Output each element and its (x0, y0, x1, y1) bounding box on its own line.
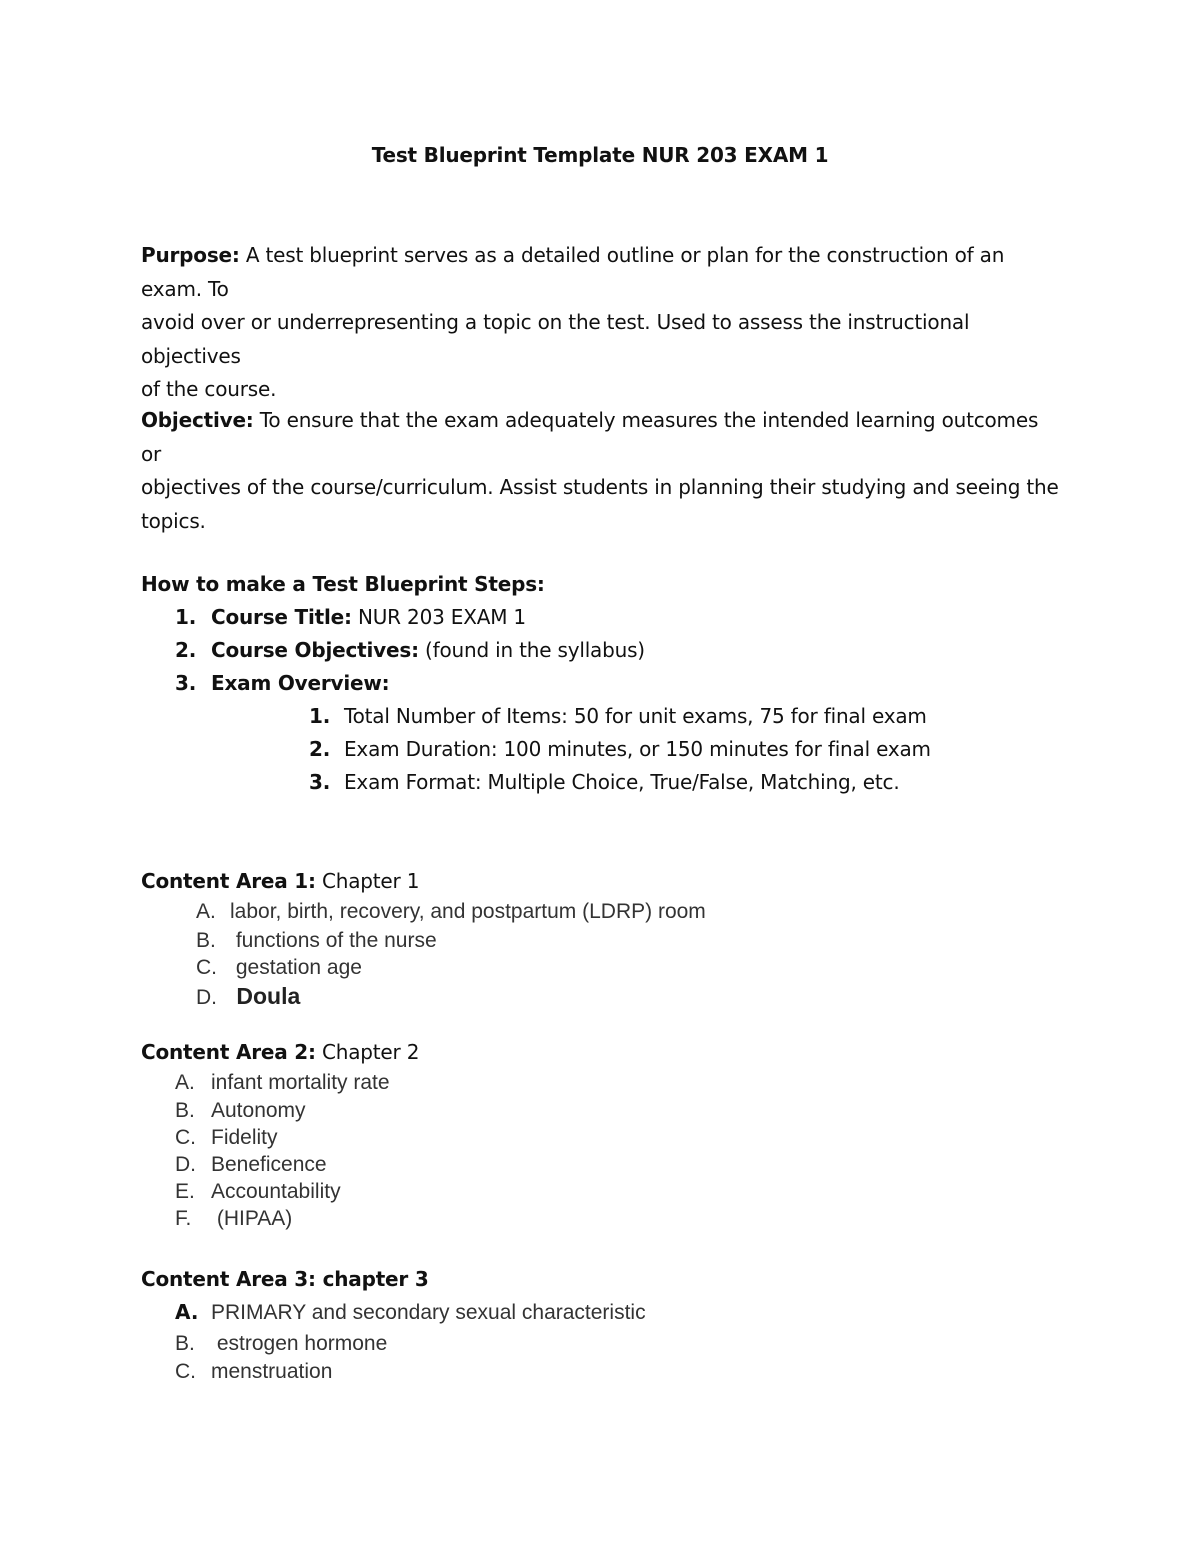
overview-text: Exam Duration: 100 minutes, or 150 minutes for final exam (344, 737, 931, 761)
purpose-label: Purpose: (141, 243, 240, 267)
list-item (175, 1180, 341, 1204)
list-item (175, 1099, 306, 1123)
list-item (196, 983, 300, 1010)
list-item (196, 900, 706, 924)
purpose-text-3: of the course. (141, 377, 277, 401)
overview-text: Exam Format: Multiple Choice, True/False, Matching, etc. (344, 770, 900, 794)
purpose-line-1 (141, 239, 1061, 306)
step-value: NUR 203 EXAM 1 (351, 605, 526, 629)
list-item (175, 1153, 327, 1177)
steps-heading: How to make a Test Blueprint Steps: (141, 572, 545, 596)
purpose-text-2: avoid over or underrepresenting a topic on the test. Used to assess the instructional objectives (141, 310, 970, 368)
item-letter: A. (175, 1300, 199, 1324)
item-text: Autonomy (211, 1099, 306, 1122)
item-text: Accountability (211, 1180, 341, 1203)
step-label: Course Title: (211, 605, 352, 629)
step-label: Exam Overview: (211, 671, 390, 695)
step-number: 3. (175, 671, 197, 695)
item-letter: B. (196, 929, 216, 952)
list-item (175, 1332, 387, 1356)
step-item (175, 605, 526, 629)
overview-item (309, 704, 927, 728)
item-letter: C. (175, 1360, 196, 1383)
overview-number: 1. (309, 704, 331, 728)
purpose-paragraph (141, 239, 1061, 407)
item-text: gestation age (230, 956, 362, 979)
list-item (196, 929, 437, 953)
item-letter: C. (175, 1126, 196, 1149)
content-area-3-heading (141, 1267, 429, 1291)
item-letter: E. (175, 1180, 195, 1203)
item-text: Beneficence (211, 1153, 327, 1176)
item-text: (HIPAA) (211, 1207, 293, 1230)
overview-number: 3. (309, 770, 331, 794)
overview-item (309, 770, 900, 794)
content-area-chapter: Chapter 2 (315, 1040, 420, 1064)
content-area-label: Content Area 3: chapter 3 (141, 1267, 429, 1291)
list-item (175, 1360, 332, 1384)
item-text: estrogen hormone (211, 1332, 388, 1355)
item-letter: A. (196, 900, 216, 923)
objective-text-1: To ensure that the exam adequately measures the intended learning outcomes or (141, 408, 1039, 466)
step-item (175, 638, 645, 662)
list-item (175, 1126, 278, 1150)
item-text: functions of the nurse (230, 929, 437, 952)
content-area-label: Content Area 2: (141, 1040, 316, 1064)
item-text: Fidelity (211, 1126, 278, 1149)
item-letter: B. (175, 1332, 195, 1355)
content-area-2-heading (141, 1040, 419, 1064)
purpose-text-1: A test blueprint serves as a detailed outline or plan for the construction of an exam. To (141, 243, 1005, 301)
step-number: 2. (175, 638, 197, 662)
objective-text-3: topics. (141, 508, 206, 533)
item-letter: D. (196, 986, 217, 1009)
content-area-chapter: Chapter 1 (315, 869, 420, 893)
content-area-label: Content Area 1: (141, 869, 316, 893)
item-text: menstruation (211, 1360, 333, 1383)
objective-paragraph (141, 404, 1061, 538)
overview-number: 2. (309, 737, 331, 761)
step-value: (found in the syllabus) (418, 638, 645, 662)
list-item (196, 956, 362, 980)
list-item (175, 1300, 646, 1325)
objective-label: Objective: (141, 408, 254, 432)
item-text: labor, birth, recovery, and postpartum (LDRP) room (230, 900, 706, 923)
step-item (175, 671, 389, 695)
item-letter: F. (175, 1207, 192, 1230)
item-letter: D. (175, 1153, 196, 1176)
item-text: infant mortality rate (211, 1071, 390, 1094)
document-title: Test Blueprint Template NUR 203 EXAM 1 (371, 143, 829, 167)
objective-text-2: objectives of the course/curriculum. Assist students in planning their studying and seeing the (141, 475, 1059, 499)
content-area-1-heading (141, 869, 419, 893)
overview-text: Total Number of Items: 50 for unit exams, 75 for final exam (344, 704, 927, 728)
item-letter: A. (175, 1071, 195, 1094)
item-text: Doula (230, 983, 301, 1009)
item-letter: B. (175, 1099, 195, 1122)
list-item (175, 1207, 292, 1231)
list-item (175, 1071, 390, 1095)
objective-line-1 (141, 404, 1061, 471)
item-text: PRIMARY and secondary sexual characteristic (211, 1301, 646, 1324)
overview-item (309, 737, 931, 761)
step-number: 1. (175, 605, 197, 629)
step-label: Course Objectives: (211, 638, 419, 662)
item-letter: C. (196, 956, 217, 979)
